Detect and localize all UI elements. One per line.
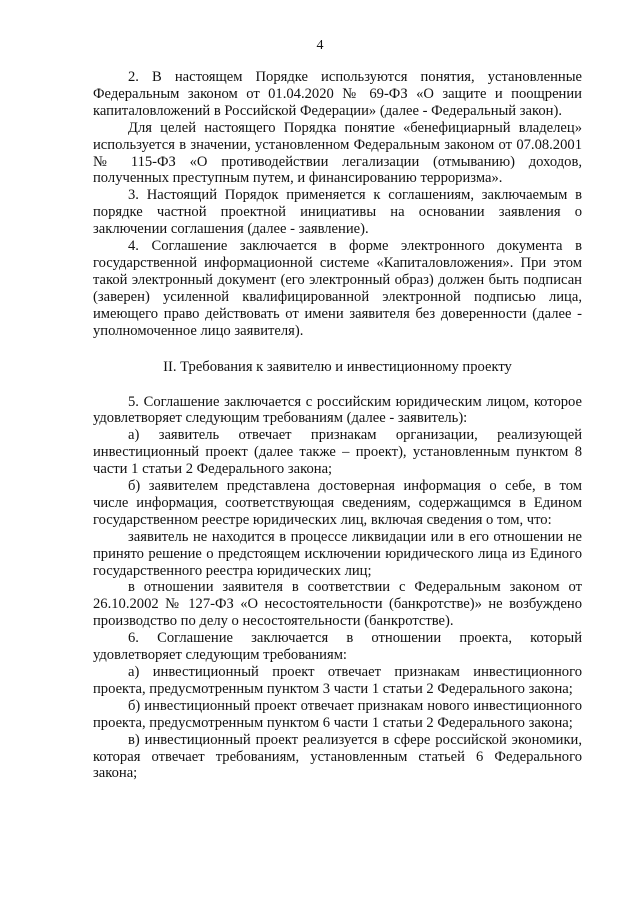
paragraph-beneficial-owner: Для целей настоящего Порядка понятие «бенефициарный владелец» используется в значении, установленном Федеральным законом от 07.08.2001 № 115-ФЗ «О противодействии легализации (отмыванию) доходов, полученных преступным путем, и финансированию терроризма». (93, 119, 582, 187)
page-number: 4 (316, 38, 324, 53)
paragraph-3: 3. Настоящий Порядок применяется к соглашениям, заключаемым в порядке частной проектной инициативы на основании заявления о заключении соглашения (далее - заявление). (93, 187, 582, 238)
paragraph-5: 5. Соглашение заключается с российским юридическим лицом, которое удовлетворяет следующим требованиям (далее - заявитель): (93, 393, 582, 427)
document-body (93, 69, 582, 782)
paragraph-5-b-bankruptcy: в отношении заявителя в соответствии с Федеральным законом от 26.10.2002 № 127-ФЗ «О несостоятельности (банкротстве)» не возбуждено производство по делу о несостоятельности (банкротстве). (93, 579, 582, 630)
section-heading: II. Требования к заявителю и инвестиционному проекту (163, 358, 512, 375)
paragraph-4: 4. Соглашение заключается в форме электронного документа в государственной информационной системе «Капиталовложения». При этом такой электронный документ (его электронный образ) должен быть подписан (заверен) усиленной квалифицированной электронной подписью лица, имеющего право действовать от имени заявителя без доверенности (далее - уполномоченное лицо заявителя). (93, 238, 582, 339)
paragraph-6-b: б) инвестиционный проект отвечает признакам нового инвестиционного проекта, предусмотренным пунктом 6 части 1 статьи 2 Федерального закона; (93, 697, 582, 731)
paragraph-5-b-liquidation: заявитель не находится в процессе ликвидации или в его отношении не принято решение о предстоящем исключении юридического лица из Единого государственного реестра юридических лиц; (93, 528, 582, 579)
paragraph-6-c: в) инвестиционный проект реализуется в сфере российской экономики, которая отвечает требованиям, установленным статьей 6 Федерального закона; (93, 731, 582, 782)
paragraph-6: 6. Соглашение заключается в отношении проекта, который удовлетворяет следующим требованиям: (93, 630, 582, 664)
paragraph-6-a: а) инвестиционный проект отвечает признакам инвестиционного проекта, предусмотренным пунктом 3 части 1 статьи 2 Федерального закона; (93, 664, 582, 697)
paragraph-5-b: б) заявителем представлена достоверная информация о себе, в том числе информация, соответствующая сведениям, содержащимся в Едином государственном реестре юридических лиц, включая сведения о том, что: (93, 478, 582, 528)
paragraph-5-a: а) заявитель отвечает признакам организации, реализующей инвестиционный проект (далее также – проект), установленным пунктом 8 части 1 статьи 2 Федерального закона; (93, 427, 582, 478)
paragraph-2: 2. В настоящем Порядке используются понятия, установленные Федеральным законом от 01.04.2020 № 69-ФЗ «О защите и поощрении капиталовложений в Российской Федерации» (далее - Федеральный закон). (93, 69, 582, 119)
